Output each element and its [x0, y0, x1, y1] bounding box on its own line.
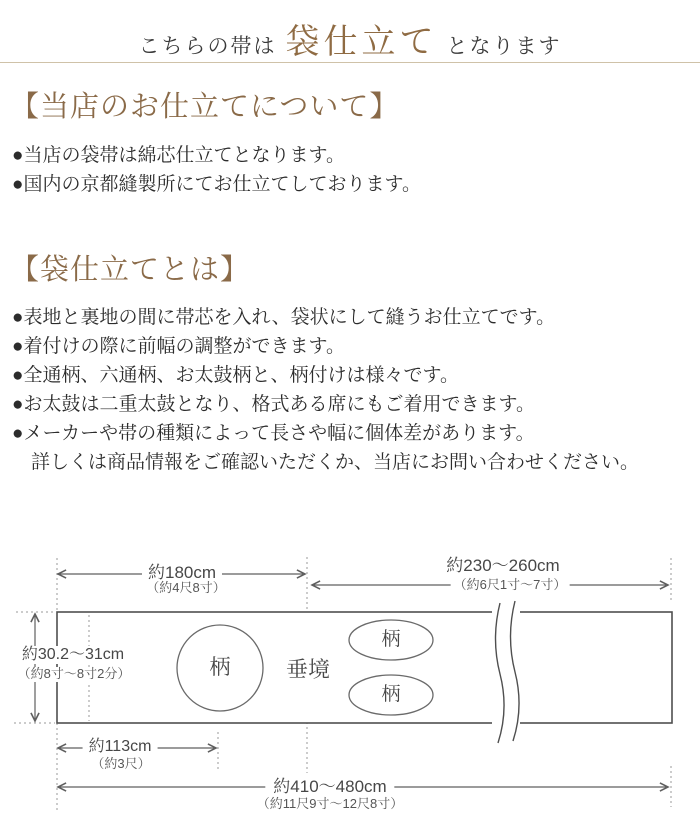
section-divider [0, 62, 700, 63]
bullet-item: ●お太鼓は二重太鼓となり、格式ある席にもご着用できます。 [12, 394, 535, 415]
pattern-circle-label: 柄 [209, 656, 231, 679]
page-title [0, 14, 700, 63]
bullet-item: ●当店の袋帯は綿芯仕立てとなります。 [12, 145, 345, 166]
dim-label-total-shaku: （約11尺9寸〜12尺8寸） [256, 796, 404, 811]
bullet-item-note: 詳しくは商品情報をご確認いただくか、当店にお問い合わせください。 [12, 452, 640, 473]
dim-label-taiko-shaku: （約3尺） [91, 756, 151, 771]
tailoring-bullet-list [12, 141, 421, 199]
bullet-item: ●全通柄、六通柄、お太鼓柄と、柄付けは様々です。 [12, 365, 459, 386]
dim-label-te-length-shaku: （約6尺1寸〜7寸） [451, 578, 570, 593]
obi-diagram [0, 540, 700, 840]
dim-label-te-length-cm: 約230〜260cm [446, 556, 560, 575]
bullet-item: ●メーカーや帯の種類によって長さや幅に個体差があります。 [12, 423, 535, 444]
dim-label-taiko-cm: 約113cm [83, 738, 158, 756]
section-heading-fukuro: 【袋仕立てとは】 [10, 254, 251, 286]
bullet-item: ●表地と裏地の間に帯芯を入れ、袋状にして縫うお仕立てです。 [12, 307, 556, 328]
dim-label-total-cm: 約410〜480cm [265, 777, 394, 797]
title-highlight: 袋仕立て [285, 24, 438, 61]
bullet-item: ●国内の京都縫製所にてお仕立てしております。 [12, 174, 421, 195]
dim-label-tare-length-shaku: （約4尺8寸） [146, 580, 226, 595]
title-prefix: こちらの帯は [138, 34, 277, 58]
dim-label-width-shaku: （約8寸〜8寸2分） [17, 666, 131, 681]
boundary-label: 垂境 [285, 657, 331, 682]
dim-label-tare-length-cm: 約180cm [142, 563, 222, 583]
section-heading-tailoring: 【当店のお仕立てについて】 [10, 91, 400, 123]
dim-label-width-cm: 約30.2〜31cm [21, 646, 125, 663]
fukuro-bullet-list [12, 303, 639, 477]
bullet-item: ●着付けの際に前幅の調整ができます。 [12, 336, 345, 357]
pattern-ellipse-label: 柄 [381, 629, 401, 650]
pattern-ellipse-label: 柄 [381, 684, 401, 705]
title-suffix: となります [446, 34, 562, 58]
